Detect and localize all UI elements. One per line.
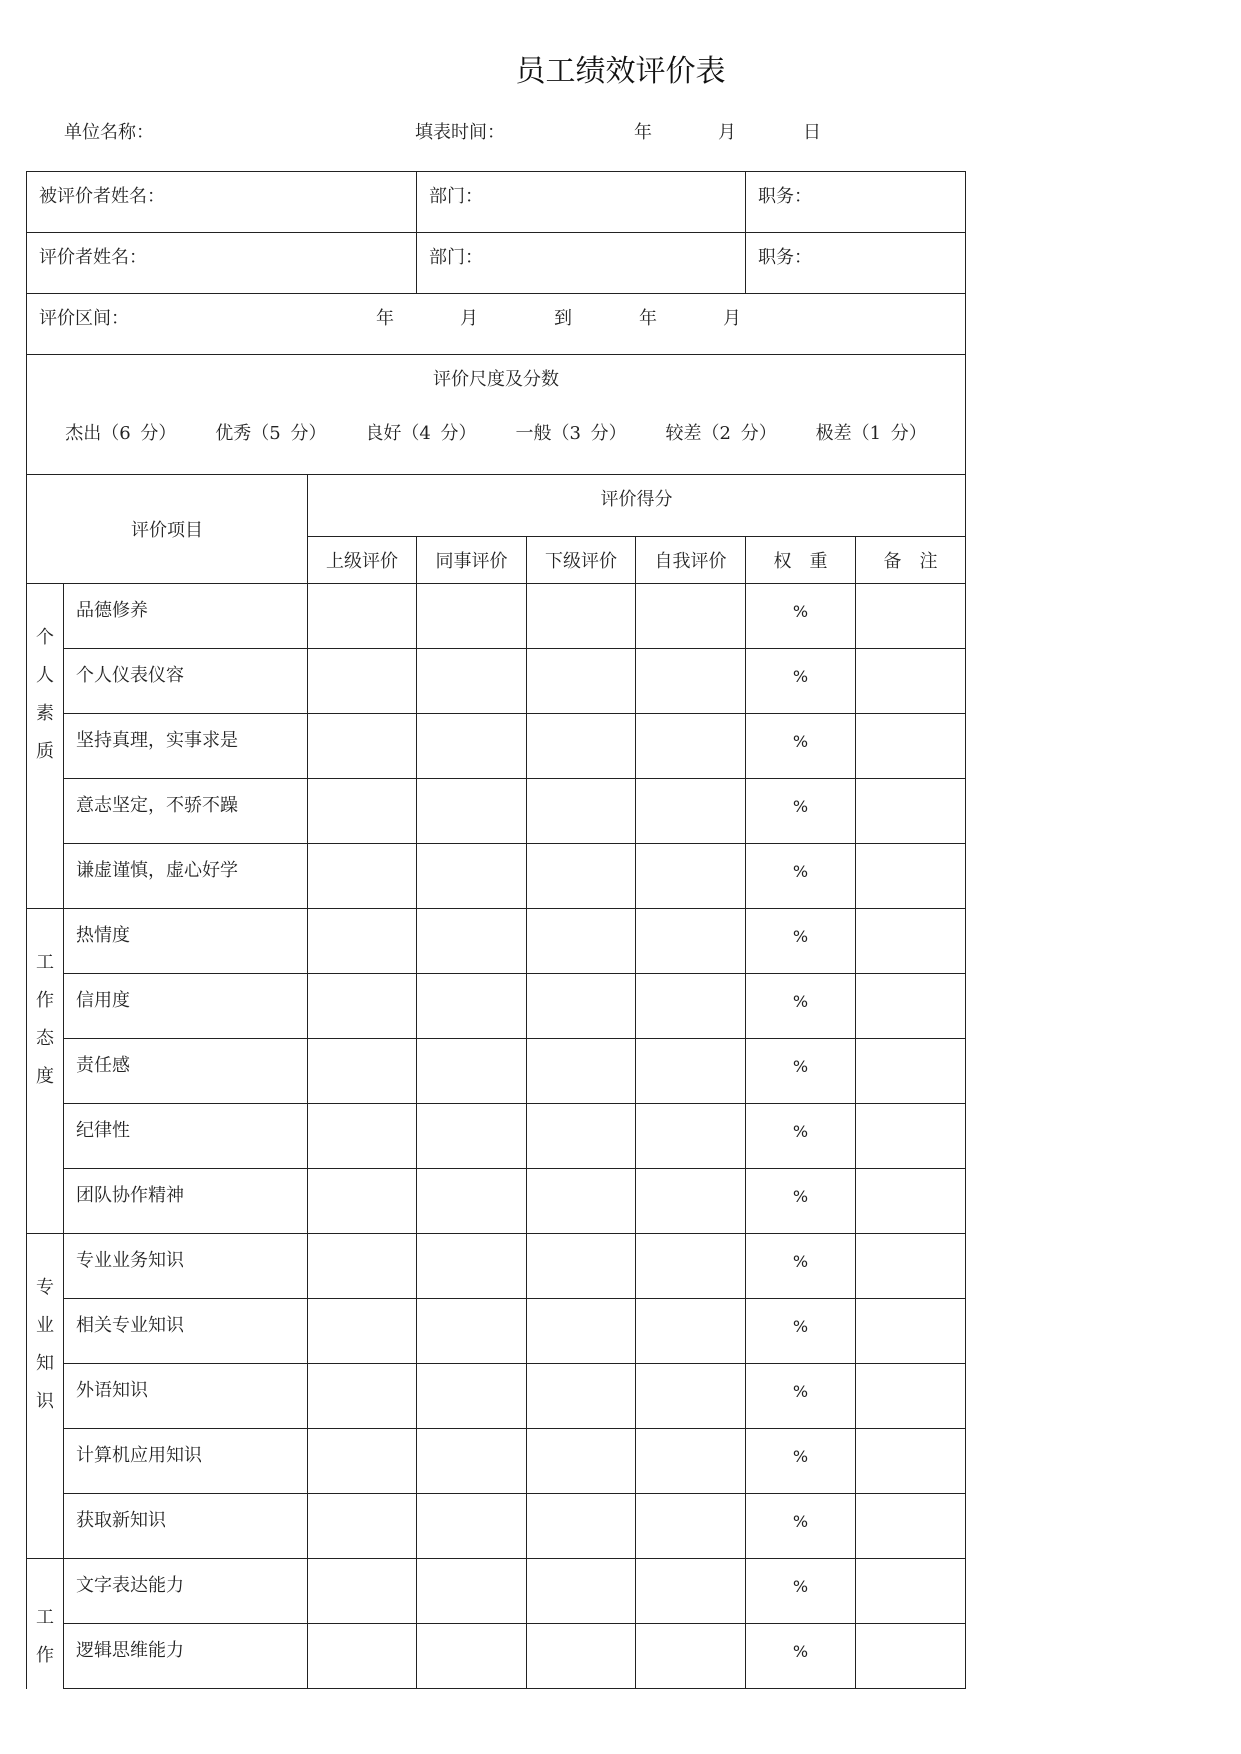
weight-cell[interactable]: % xyxy=(746,1169,856,1234)
note-cell[interactable] xyxy=(856,1429,966,1494)
self-column-header: 自我评价 xyxy=(636,537,746,584)
table-row xyxy=(27,1234,966,1299)
peer-score-cell[interactable] xyxy=(417,1624,527,1689)
superior-score-cell[interactable] xyxy=(308,714,417,779)
subordinate-score-cell[interactable] xyxy=(527,1104,636,1169)
weight-cell[interactable]: % xyxy=(746,1234,856,1299)
category-char: 度 xyxy=(36,1066,54,1087)
note-cell[interactable] xyxy=(856,844,966,909)
subordinate-score-cell[interactable] xyxy=(527,1559,636,1624)
subordinate-score-cell[interactable] xyxy=(527,1494,636,1559)
subordinate-score-cell[interactable] xyxy=(527,714,636,779)
table-row xyxy=(27,1624,966,1689)
table-row xyxy=(27,909,966,974)
item-label: 逻辑思维能力 xyxy=(64,1624,308,1689)
self-score-cell[interactable] xyxy=(636,1169,746,1234)
table-row xyxy=(27,1039,966,1104)
dept-label-1: 部门： xyxy=(429,186,484,207)
item-label: 意志坚定，不骄不躁 xyxy=(64,779,308,844)
item-label: 团队协作精神 xyxy=(64,1169,308,1234)
weight-cell[interactable]: % xyxy=(746,1039,856,1104)
subordinate-score-cell[interactable] xyxy=(527,1364,636,1429)
weight-cell[interactable]: % xyxy=(746,779,856,844)
item-label: 外语知识 xyxy=(64,1364,308,1429)
category-char: 工 xyxy=(36,1607,54,1628)
superior-score-cell[interactable] xyxy=(308,909,417,974)
evaluator-name-cell[interactable] xyxy=(27,233,417,294)
self-score-cell[interactable] xyxy=(636,1559,746,1624)
evaluator-name-label: 评价者姓名： xyxy=(39,247,147,268)
subordinate-score-cell[interactable] xyxy=(527,584,636,649)
self-score-cell[interactable] xyxy=(636,1234,746,1299)
self-score-cell[interactable] xyxy=(636,974,746,1039)
peer-score-cell[interactable] xyxy=(417,844,527,909)
peer-score-cell[interactable] xyxy=(417,1429,527,1494)
table-row xyxy=(27,844,966,909)
self-score-cell[interactable] xyxy=(636,714,746,779)
item-label: 计算机应用知识 xyxy=(64,1429,308,1494)
superior-score-cell[interactable] xyxy=(308,1234,417,1299)
self-score-cell[interactable] xyxy=(636,1104,746,1169)
weight-cell[interactable]: % xyxy=(746,1364,856,1429)
note-cell[interactable] xyxy=(856,974,966,1039)
dept-cell-2[interactable] xyxy=(417,233,746,294)
category-char: 识 xyxy=(36,1391,54,1412)
peer-score-cell[interactable] xyxy=(417,974,527,1039)
superior-column-header: 上级评价 xyxy=(308,537,417,584)
category-char: 作 xyxy=(36,990,54,1011)
superior-score-cell[interactable] xyxy=(308,974,417,1039)
table-row xyxy=(27,1494,966,1559)
table-row xyxy=(27,1299,966,1364)
position-cell-2[interactable] xyxy=(746,233,966,294)
item-label: 谦虚谨慎，虚心好学 xyxy=(64,844,308,909)
item-column-header: 评价项目 xyxy=(27,475,308,584)
table-row xyxy=(27,1559,966,1624)
scale-title: 评价尺度及分数 xyxy=(433,369,560,390)
item-label: 相关专业知识 xyxy=(64,1299,308,1364)
note-cell[interactable] xyxy=(856,714,966,779)
table-row xyxy=(27,584,966,649)
self-score-cell[interactable] xyxy=(636,1429,746,1494)
category-char: 作 xyxy=(36,1645,54,1666)
note-cell[interactable] xyxy=(856,779,966,844)
weight-cell[interactable]: % xyxy=(746,1104,856,1169)
period-month-1: 月 xyxy=(460,308,478,329)
note-cell[interactable] xyxy=(856,1234,966,1299)
weight-cell[interactable]: % xyxy=(746,649,856,714)
superior-score-cell[interactable] xyxy=(308,649,417,714)
superior-score-cell[interactable] xyxy=(308,1364,417,1429)
evaluation-table xyxy=(26,171,966,1689)
superior-score-cell[interactable] xyxy=(308,584,417,649)
peer-score-cell[interactable] xyxy=(417,779,527,844)
note-column-header: 备 注 xyxy=(856,537,966,584)
superior-score-cell[interactable] xyxy=(308,1624,417,1689)
weight-cell[interactable]: % xyxy=(746,974,856,1039)
category-char: 业 xyxy=(36,1315,54,1336)
category-char: 人 xyxy=(36,665,54,686)
superior-score-cell[interactable] xyxy=(308,1299,417,1364)
table-row xyxy=(27,779,966,844)
scale-level: 杰出（6 分） xyxy=(65,423,177,444)
category-char: 专 xyxy=(36,1277,54,1298)
table-row xyxy=(27,1364,966,1429)
score-column-header: 评价得分 xyxy=(308,475,966,537)
peer-score-cell[interactable] xyxy=(417,649,527,714)
note-cell[interactable] xyxy=(856,1494,966,1559)
self-score-cell[interactable] xyxy=(636,1299,746,1364)
evaluatee-name-label: 被评价者姓名： xyxy=(39,186,165,207)
weight-cell[interactable]: % xyxy=(746,1494,856,1559)
evaluatee-name-cell[interactable] xyxy=(27,172,417,233)
position-label-2: 职务： xyxy=(758,247,813,268)
table-row xyxy=(27,1429,966,1494)
note-cell[interactable] xyxy=(856,649,966,714)
superior-score-cell[interactable] xyxy=(308,1559,417,1624)
weight-cell[interactable]: % xyxy=(746,1429,856,1494)
subordinate-score-cell[interactable] xyxy=(527,909,636,974)
weight-column-header: 权 重 xyxy=(746,537,856,584)
category-char: 知 xyxy=(36,1353,54,1374)
self-score-cell[interactable] xyxy=(636,1039,746,1104)
fill-year-label: 年 xyxy=(634,122,652,143)
weight-cell[interactable]: % xyxy=(746,909,856,974)
self-score-cell[interactable] xyxy=(636,909,746,974)
scale-level: 优秀（5 分） xyxy=(215,423,327,444)
scale-level: 较差（2 分） xyxy=(665,423,777,444)
note-cell[interactable] xyxy=(856,1559,966,1624)
superior-score-cell[interactable] xyxy=(308,1429,417,1494)
self-score-cell[interactable] xyxy=(636,1494,746,1559)
weight-cell[interactable]: % xyxy=(746,844,856,909)
self-score-cell[interactable] xyxy=(636,584,746,649)
superior-score-cell[interactable] xyxy=(308,1039,417,1104)
self-score-cell[interactable] xyxy=(636,1364,746,1429)
table-row xyxy=(27,649,966,714)
subordinate-score-cell[interactable] xyxy=(527,1039,636,1104)
category-cell xyxy=(27,584,64,909)
note-cell[interactable] xyxy=(856,1104,966,1169)
scale-level: 一般（3 分） xyxy=(515,423,627,444)
note-cell[interactable] xyxy=(856,1624,966,1689)
subordinate-score-cell[interactable] xyxy=(527,1429,636,1494)
note-cell[interactable] xyxy=(856,1364,966,1429)
period-label: 评价区间： xyxy=(39,308,129,329)
item-label: 品德修养 xyxy=(64,584,308,649)
period-year-2: 年 xyxy=(639,308,657,329)
self-score-cell[interactable] xyxy=(636,779,746,844)
category-char: 个 xyxy=(36,627,54,648)
peer-score-cell[interactable] xyxy=(417,909,527,974)
peer-score-cell[interactable] xyxy=(417,1494,527,1559)
category-char: 工 xyxy=(36,952,54,973)
peer-score-cell[interactable] xyxy=(417,1299,527,1364)
weight-cell[interactable]: % xyxy=(746,1559,856,1624)
peer-score-cell[interactable] xyxy=(417,1364,527,1429)
self-score-cell[interactable] xyxy=(636,844,746,909)
item-label: 热情度 xyxy=(64,909,308,974)
subordinate-score-cell[interactable] xyxy=(527,1234,636,1299)
weight-cell[interactable]: % xyxy=(746,714,856,779)
peer-score-cell[interactable] xyxy=(417,584,527,649)
period-cell[interactable] xyxy=(27,294,966,355)
category-cell xyxy=(27,909,64,1234)
peer-score-cell[interactable] xyxy=(417,1104,527,1169)
subordinate-score-cell[interactable] xyxy=(527,1299,636,1364)
item-label: 文字表达能力 xyxy=(64,1559,308,1624)
period-to: 到 xyxy=(554,308,572,329)
scale-cell xyxy=(27,355,966,475)
period-year-1: 年 xyxy=(376,308,394,329)
scale-level: 良好（4 分） xyxy=(365,423,477,444)
superior-score-cell[interactable] xyxy=(308,1104,417,1169)
category-char: 质 xyxy=(36,741,54,762)
note-cell[interactable] xyxy=(856,1039,966,1104)
peer-score-cell[interactable] xyxy=(417,1039,527,1104)
self-score-cell[interactable] xyxy=(636,649,746,714)
superior-score-cell[interactable] xyxy=(308,1494,417,1559)
item-label: 个人仪表仪容 xyxy=(64,649,308,714)
table-row xyxy=(27,1169,966,1234)
category-char: 态 xyxy=(36,1028,54,1049)
dept-label-2: 部门： xyxy=(429,247,484,268)
peer-score-cell[interactable] xyxy=(417,714,527,779)
fill-time-label: 填表时间： xyxy=(415,122,505,143)
subordinate-score-cell[interactable] xyxy=(527,974,636,1039)
item-label: 坚持真理，实事求是 xyxy=(64,714,308,779)
weight-cell[interactable]: % xyxy=(746,1624,856,1689)
weight-cell[interactable]: % xyxy=(746,1299,856,1364)
category-char: 素 xyxy=(36,703,54,724)
note-cell[interactable] xyxy=(856,1299,966,1364)
peer-score-cell[interactable] xyxy=(417,1169,527,1234)
position-cell-1[interactable] xyxy=(746,172,966,233)
category-cell xyxy=(27,1559,64,1689)
subordinate-score-cell[interactable] xyxy=(527,1624,636,1689)
self-score-cell[interactable] xyxy=(636,1624,746,1689)
item-label: 获取新知识 xyxy=(64,1494,308,1559)
note-cell[interactable] xyxy=(856,584,966,649)
scale-level: 极差（1 分） xyxy=(815,423,927,444)
superior-score-cell[interactable] xyxy=(308,779,417,844)
scale-levels xyxy=(27,419,965,445)
item-label: 信用度 xyxy=(64,974,308,1039)
superior-score-cell[interactable] xyxy=(308,844,417,909)
weight-cell[interactable]: % xyxy=(746,584,856,649)
subordinate-score-cell[interactable] xyxy=(527,1169,636,1234)
table-row xyxy=(27,714,966,779)
fill-day-label: 日 xyxy=(803,122,821,143)
peer-column-header: 同事评价 xyxy=(417,537,527,584)
item-label: 责任感 xyxy=(64,1039,308,1104)
item-label: 专业业务知识 xyxy=(64,1234,308,1299)
subordinate-score-cell[interactable] xyxy=(527,779,636,844)
category-cell xyxy=(27,1234,64,1559)
item-label: 纪律性 xyxy=(64,1104,308,1169)
note-cell[interactable] xyxy=(856,1169,966,1234)
superior-score-cell[interactable] xyxy=(308,1169,417,1234)
note-cell[interactable] xyxy=(856,909,966,974)
period-month-2: 月 xyxy=(723,308,741,329)
table-row xyxy=(27,1104,966,1169)
subordinate-score-cell[interactable] xyxy=(527,649,636,714)
dept-cell-1[interactable] xyxy=(417,172,746,233)
fill-month-label: 月 xyxy=(718,122,736,143)
table-row xyxy=(27,974,966,1039)
form-title: 员工绩效评价表 xyxy=(515,54,726,89)
peer-score-cell[interactable] xyxy=(417,1559,527,1624)
unit-name-label: 单位名称： xyxy=(64,122,154,143)
subordinate-score-cell[interactable] xyxy=(527,844,636,909)
peer-score-cell[interactable] xyxy=(417,1234,527,1299)
position-label-1: 职务： xyxy=(758,186,813,207)
subordinate-column-header: 下级评价 xyxy=(527,537,636,584)
